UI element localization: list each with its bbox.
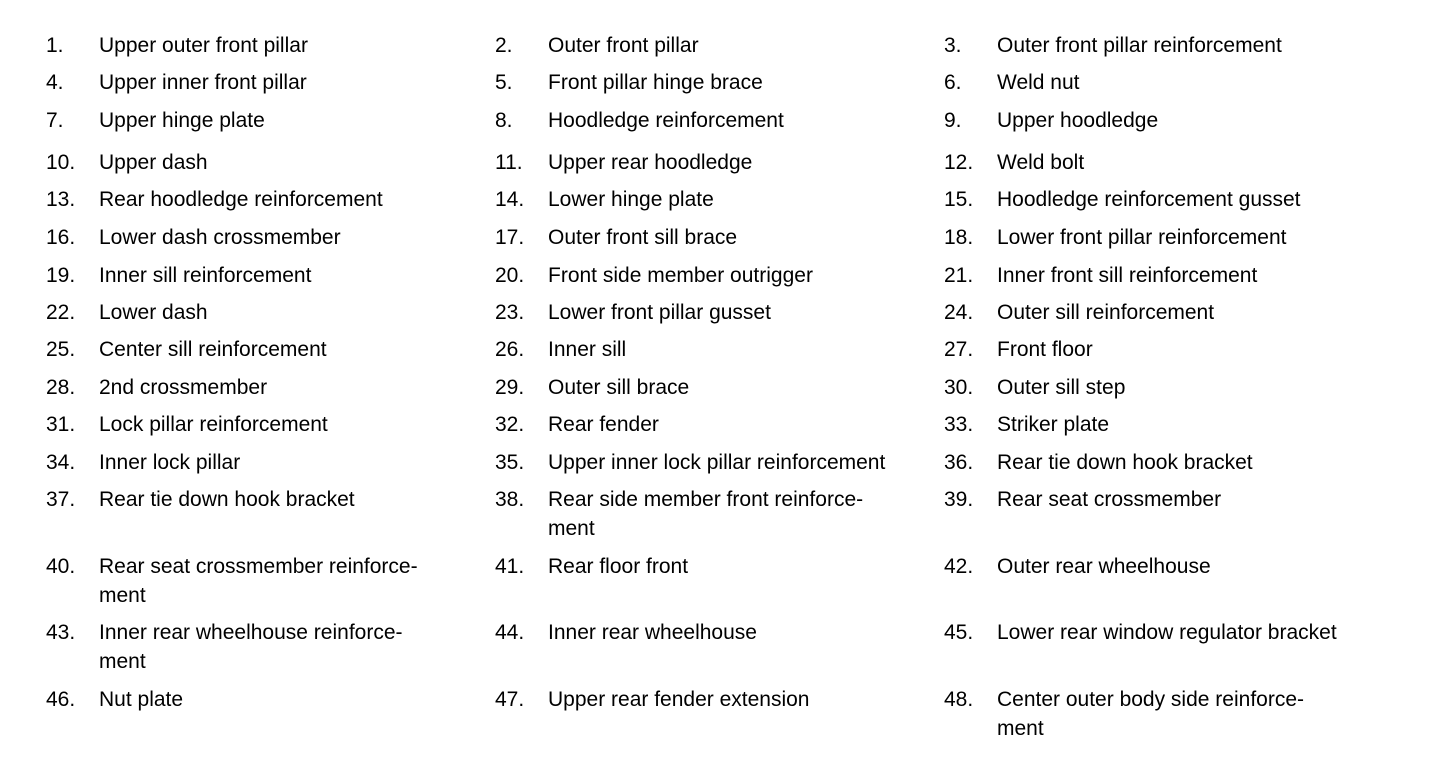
legend-item-label: Upper hinge plate [99, 109, 265, 132]
legend-item-number: 11. [495, 151, 523, 174]
legend-item-number: 19. [46, 264, 76, 287]
legend-item-number: 35. [495, 451, 525, 474]
legend-item-label: Outer rear wheelhouse [997, 555, 1211, 578]
legend-item-number: 42. [944, 555, 974, 578]
legend-item-label: Upper rear fender extension [548, 688, 810, 711]
legend-item-label: Nut plate [99, 688, 184, 711]
legend-item-label: Upper dash [99, 151, 208, 174]
legend-item-label: Outer sill brace [548, 376, 690, 399]
legend-item-label-continuation: ment [548, 517, 595, 540]
legend-item-label: Rear tie down hook bracket [997, 451, 1253, 474]
legend-item-label: Hoodledge reinforcement gusset [997, 188, 1301, 211]
legend-item-number: 30. [944, 376, 974, 399]
legend-item-label: Inner rear wheelhouse [548, 621, 757, 644]
legend-item-label: Lower dash [99, 301, 208, 324]
legend-item-label: Front pillar hinge brace [548, 71, 763, 94]
legend-item-number: 5. [495, 71, 513, 94]
legend-item-label: Upper inner lock pillar reinforcement [548, 451, 886, 474]
legend-item-number: 29. [495, 376, 525, 399]
legend-item-number: 48. [944, 688, 974, 711]
legend-item-number: 15. [944, 188, 974, 211]
legend-item-number: 32. [495, 413, 525, 436]
legend-item-number: 21. [944, 264, 974, 287]
legend-item-number: 47. [495, 688, 525, 711]
legend-item-label: Hoodledge reinforcement [548, 109, 784, 132]
legend-item-label: Outer front sill brace [548, 226, 738, 249]
legend-item-label: Striker plate [997, 413, 1110, 436]
legend-item-number: 17. [495, 226, 525, 249]
legend-item-number: 13. [46, 188, 76, 211]
legend-item-number: 38. [495, 488, 525, 511]
legend-item-number: 7. [46, 109, 64, 132]
legend-item-label: Lock pillar reinforcement [99, 413, 328, 436]
legend-item-number: 22. [46, 301, 76, 324]
legend-item-label: Inner sill reinforcement [99, 264, 312, 287]
legend-item-number: 20. [495, 264, 525, 287]
legend-item-label: Upper rear hoodledge [548, 151, 753, 174]
legend-item-number: 8. [495, 109, 513, 132]
legend-item-label: Inner lock pillar [99, 451, 241, 474]
legend-item-label-continuation: ment [997, 717, 1044, 740]
legend-item-number: 31. [46, 413, 76, 436]
legend-item-label: Rear hoodledge reinforcement [99, 188, 383, 211]
legend-item-number: 4. [46, 71, 64, 94]
legend-item-number: 23. [495, 301, 525, 324]
legend-item-number: 1. [46, 34, 64, 57]
legend-item-number: 12. [944, 151, 974, 174]
legend-item-number: 41. [495, 555, 525, 578]
legend-item-label: Lower dash crossmember [99, 226, 341, 249]
legend-item-label: Outer sill reinforcement [997, 301, 1215, 324]
legend-item-label: Weld bolt [997, 151, 1085, 174]
legend-item-number: 6. [944, 71, 962, 94]
legend-item-number: 36. [944, 451, 974, 474]
legend-item-number: 26. [495, 338, 525, 361]
legend-item-label: Rear fender [548, 413, 659, 436]
legend-item-number: 3. [944, 34, 962, 57]
legend-item-label: Rear seat crossmember [997, 488, 1222, 511]
legend-item-label-continuation: ment [99, 650, 146, 673]
legend-item-label: Lower front pillar reinforcement [997, 226, 1287, 249]
legend-item-label: Rear seat crossmember reinforce- [99, 555, 418, 578]
legend-item-number: 43. [46, 621, 76, 644]
legend-item-number: 37. [46, 488, 76, 511]
legend-item-number: 33. [944, 413, 974, 436]
legend-item-number: 18. [944, 226, 974, 249]
legend-item-label: Center sill reinforcement [99, 338, 327, 361]
legend-item-label: Rear side member front reinforce- [548, 488, 864, 511]
legend-item-label: Inner rear wheelhouse reinforce- [99, 621, 403, 644]
legend-item-label: Weld nut [997, 71, 1080, 94]
legend-item-label: Lower hinge plate [548, 188, 714, 211]
legend-item-number: 40. [46, 555, 76, 578]
legend-item-number: 39. [944, 488, 974, 511]
legend-item-label: Lower rear window regulator bracket [997, 621, 1337, 644]
legend-item-label: Rear floor front [548, 555, 689, 578]
legend-item-number: 2. [495, 34, 513, 57]
legend-item-number: 27. [944, 338, 974, 361]
legend-item-number: 34. [46, 451, 76, 474]
legend-item-number: 24. [944, 301, 974, 324]
legend-item-label: Upper hoodledge [997, 109, 1159, 132]
legend-item-number: 46. [46, 688, 76, 711]
legend-item-label: Inner sill [548, 338, 627, 361]
legend-item-number: 25. [46, 338, 76, 361]
legend-item-label-continuation: ment [99, 584, 146, 607]
legend-item-label: Lower front pillar gusset [548, 301, 771, 324]
legend-item-label: Upper inner front pillar [99, 71, 307, 94]
legend-item-number: 16. [46, 226, 76, 249]
legend-item-label: Outer front pillar reinforcement [997, 34, 1282, 57]
legend-item-number: 45. [944, 621, 974, 644]
legend-item-number: 28. [46, 376, 76, 399]
legend-item-number: 44. [495, 621, 525, 644]
legend-item-number: 10. [46, 151, 76, 174]
legend-item-label: Outer front pillar [548, 34, 699, 57]
legend-item-number: 9. [944, 109, 962, 132]
legend-item-label: Front side member outrigger [548, 264, 813, 287]
legend-item-label: Rear tie down hook bracket [99, 488, 355, 511]
legend-item-label: 2nd crossmember [99, 376, 268, 399]
legend-item-label: Inner front sill reinforcement [997, 264, 1258, 287]
legend-item-label: Center outer body side reinforce- [997, 688, 1304, 711]
legend-item-label: Front floor [997, 338, 1093, 361]
legend-item-label: Outer sill step [997, 376, 1126, 399]
legend-item-label: Upper outer front pillar [99, 34, 308, 57]
legend-item-number: 14. [495, 188, 525, 211]
